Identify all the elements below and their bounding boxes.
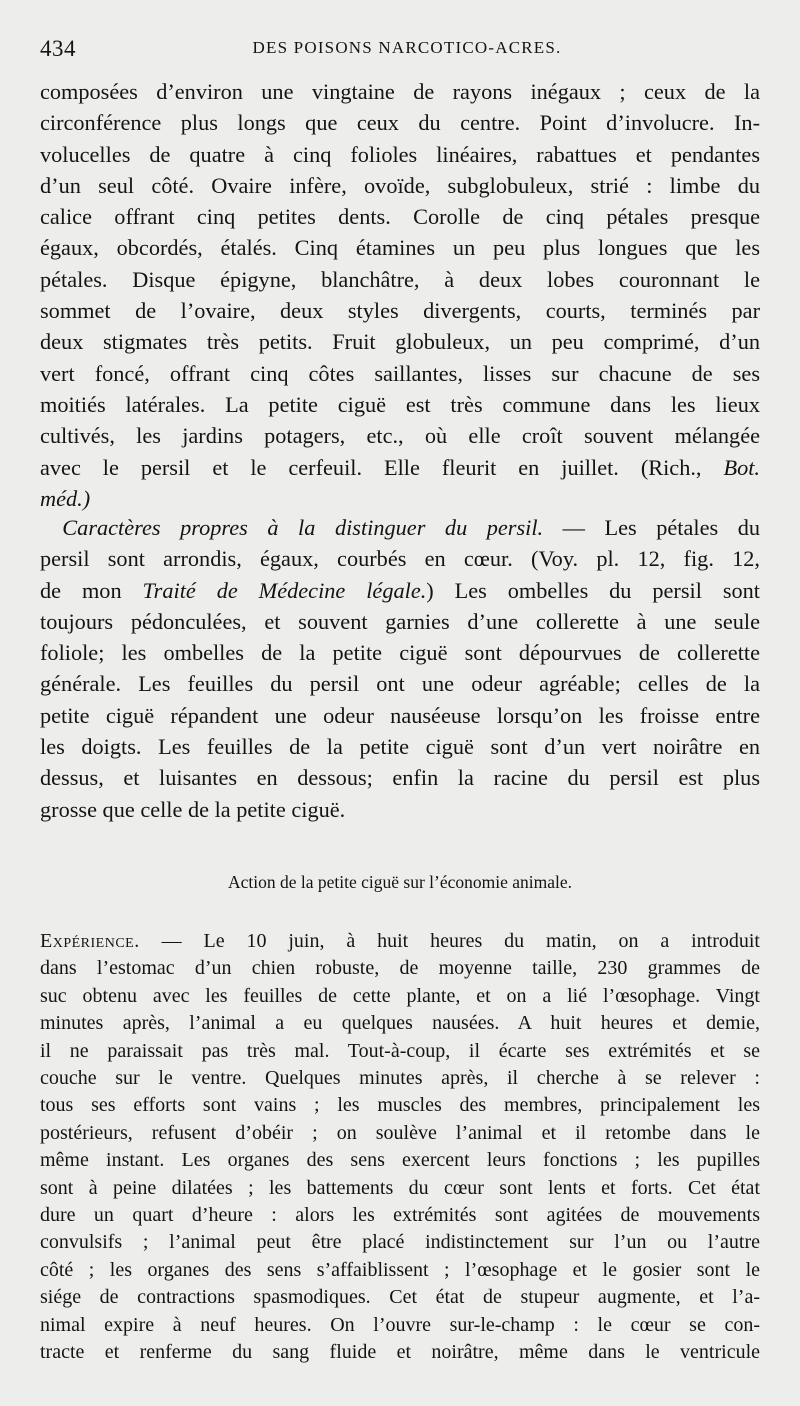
text-line: couche sur le ventre. Quelques minutes après, il cherche à se relever :	[40, 1067, 760, 1090]
text-line: méd.)	[40, 485, 91, 511]
italic-book-title: Traité de Médecine légale.	[142, 577, 427, 603]
italic-abbreviation: Bot.	[723, 454, 760, 480]
text-line: siége de contractions spasmodiques. Cet état de stupeur augmente, et l’a-	[40, 1286, 760, 1309]
text-line: égaux, obcordés, étalés. Cinq étamines un peu plus longues que les	[40, 235, 760, 261]
experiment-paragraph	[40, 928, 760, 1367]
text-line: vert foncé, offrant cinq côtes saillantes, lisses sur chacune de ses	[40, 360, 760, 386]
text-segment: de mon	[40, 577, 143, 603]
text-line	[40, 575, 760, 606]
text-line: pétales. Disque épigyne, blanchâtre, à deux lobes couronnant le	[40, 266, 760, 292]
text-line: côté ; les organes des sens s’affaiblissent ; l’œsophage et le gosier sont le	[40, 1258, 760, 1281]
text-line: persil sont arrondis, égaux, courbés en cœur. (Voy. pl. 12, fig. 12,	[40, 546, 760, 572]
text-line: deux stigmates très petits. Fruit globuleux, un peu comprimé, d’un	[40, 329, 760, 355]
text-line: circonférence plus longs que ceux du centre. Point d’involucre. In-	[40, 110, 760, 136]
text-line: cultivés, les jardins potagers, etc., où elle croît souvent mélangée	[40, 423, 760, 449]
text-line	[40, 928, 760, 955]
text-line: il ne paraissait pas très mal. Tout-à-coup, il écarte ses extrémités et se	[40, 1039, 760, 1062]
section-heading: Action de la petite ciguë sur l’économie animale.	[227, 872, 573, 892]
italic-lead-phrase: Caractères propres à la distinguer du persil.	[62, 515, 544, 540]
text-line: moitiés latérales. La petite ciguë est très commune dans les lieux	[40, 391, 760, 417]
text-line: les doigts. Les feuilles de la petite ciguë sont d’un vert noirâtre en	[40, 734, 760, 760]
text-segment: avec le persil et le cerfeuil. Elle fleurit en juillet. (Rich.,	[40, 454, 724, 480]
text-segment: — Le 10 juin, à huit heures du matin, on a introduit	[139, 930, 760, 952]
text-line: nimal expire à neuf heures. On l’ouvre sur-le-champ : le cœur se con-	[40, 1313, 760, 1336]
page-number: 434	[40, 36, 76, 61]
text-line: convulsifs ; l’animal peut être placé indistinctement sur l’un ou l’autre	[40, 1231, 760, 1254]
text-line: d’un seul côté. Ovaire infère, ovoïde, subglobuleux, strié : limbe du	[40, 172, 760, 198]
text-line: volucelles de quatre à cinq folioles linéaires, rabattues et pendantes	[40, 141, 760, 167]
text-line: tous ses efforts sont vains ; les muscles des membres, principalement les	[40, 1094, 760, 1117]
text-line: composées d’environ une vingtaine de rayons inégaux ; ceux de la	[40, 79, 760, 104]
text-line: toujours pédonculées, et souvent garnies d’une collerette à une seule	[40, 608, 760, 634]
text-line: dure un quart d’heure : alors les extrémités sont agitées de mouvements	[40, 1204, 760, 1227]
text-line: sommet de l’ovaire, deux styles divergents, courts, terminés par	[40, 298, 760, 324]
text-segment: — Les pétales du	[543, 515, 760, 540]
text-line: sont à peine dilatées ; les battements du cœur sont lents et forts. Cet état	[40, 1176, 760, 1199]
text-line: dessus, et luisantes en dessous; enfin la racine du persil est plus	[40, 765, 760, 791]
distinguishing-features-paragraph	[40, 512, 760, 825]
text-line: suc obtenu avec les feuilles de cette plante, et on a lié l’œsophage. Vingt	[40, 984, 760, 1007]
text-line: postérieurs, refusent d’obéir ; on soulève l’animal et il retombe dans le	[40, 1121, 760, 1144]
page-header	[40, 36, 760, 64]
text-segment: ) Les ombelles du persil sont	[426, 577, 760, 603]
text-line: dans l’estomac d’un chien robuste, de moyenne taille, 230 grammes de	[40, 957, 760, 980]
botanical-description-paragraph	[40, 76, 760, 514]
text-line	[40, 512, 760, 543]
text-line: tracte et renferme du sang fluide et noirâtre, même dans le ventricule	[40, 1341, 760, 1364]
text-line: générale. Les feuilles du persil ont une odeur agréable; celles de la	[40, 671, 760, 697]
running-title: DES POISONS NARCOTICO-ACRES.	[252, 38, 562, 57]
text-line: minutes après, l’animal a eu quelques nausées. A huit heures et demie,	[40, 1012, 760, 1035]
text-line: grosse que celle de la petite ciguë.	[40, 796, 346, 822]
text-line: même instant. Les organes des sens exercent leurs fonctions ; les pupilles	[40, 1149, 760, 1172]
text-line: calice offrant cinq petites dents. Corolle de cinq pétales presque	[40, 204, 760, 230]
text-line: foliole; les ombelles de la petite ciguë sont dépourvues de collerette	[40, 640, 760, 666]
text-line	[40, 452, 760, 483]
text-line: petite ciguë répandent une odeur nauséeuse lorsqu’on les froisse entre	[40, 702, 760, 728]
experiment-label: Expérience.	[40, 930, 140, 952]
